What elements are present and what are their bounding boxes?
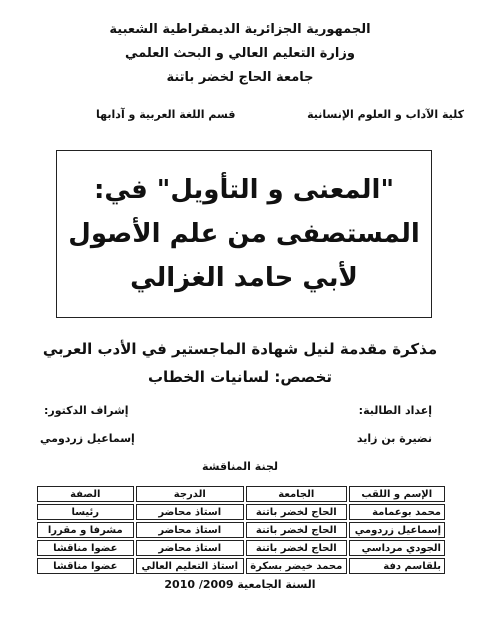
ministry-title: وزارة التعليم العالي و البحث العلمي — [125, 46, 355, 61]
supervisor-label: إشراف الدكتور: — [44, 404, 129, 417]
member-rank: استاذ التعليم العالي — [136, 558, 245, 574]
thesis-title-line-3: لأبي حامد الغزالي — [130, 263, 358, 293]
republic-title: الجمهورية الجزائرية الديمقراطية الشعبية — [109, 22, 371, 37]
column-header-university: الجامعة — [246, 486, 347, 502]
member-rank: استاذ محاضر — [136, 504, 245, 520]
thesis-title-line-1: "المعنى و التأويل" في: — [94, 175, 395, 205]
thesis-purpose: مذكرة مقدمة لنيل شهادة الماجستير في الأدب العربي — [42, 340, 438, 358]
member-university: محمد خيضر بسكرة — [246, 558, 347, 574]
member-university: الحاج لخضر باتنة — [246, 540, 347, 556]
academic-year: السنة الجامعية 2009/ 2010 — [164, 578, 316, 591]
member-name: محمد بوعمامة — [349, 504, 445, 520]
member-rank: استاذ محاضر — [136, 540, 245, 556]
table-row — [37, 522, 445, 538]
column-header-role: الصفة — [37, 486, 134, 502]
supervisor-name: إسماعيل زردومي — [40, 432, 135, 445]
member-university: الحاج لخضر باتنة — [246, 522, 347, 538]
member-name: الجودي مرداسي — [349, 540, 445, 556]
member-role: عضوا مناقشا — [37, 540, 134, 556]
department-label: قسم اللغة العربية و آدابها — [96, 108, 236, 121]
faculty-label: كلية الآداب و العلوم الإنسانية — [307, 108, 464, 121]
thesis-title-line-2: المستصفى من علم الأصول — [68, 219, 420, 249]
student-name: نضيرة بن زايد — [356, 432, 432, 445]
member-role: رئيسا — [37, 504, 134, 520]
member-name: بلقاسم دفة — [349, 558, 445, 574]
column-header-name: الإسم و اللقب — [349, 486, 445, 502]
member-role: عضوا مناقشا — [37, 558, 134, 574]
committee-heading: لجنة المناقشة — [201, 460, 278, 473]
thesis-title-box — [56, 150, 432, 318]
column-header-rank: الدرجة — [136, 486, 245, 502]
table-row — [37, 558, 445, 574]
member-university: الحاج لخضر باتنة — [246, 504, 347, 520]
committee-table — [35, 484, 447, 576]
university-title: جامعة الحاج لخضر باتنة — [166, 70, 314, 85]
student-label: إعداد الطالبة: — [358, 404, 432, 417]
table-row — [37, 504, 445, 520]
thesis-specialty: تخصص: لسانيات الخطاب — [147, 368, 333, 386]
committee-header-row — [37, 486, 445, 502]
member-rank: استاذ محاضر — [136, 522, 245, 538]
table-row — [37, 540, 445, 556]
member-name: إسماعيل زردومي — [349, 522, 445, 538]
member-role: مشرفا و مقررا — [37, 522, 134, 538]
